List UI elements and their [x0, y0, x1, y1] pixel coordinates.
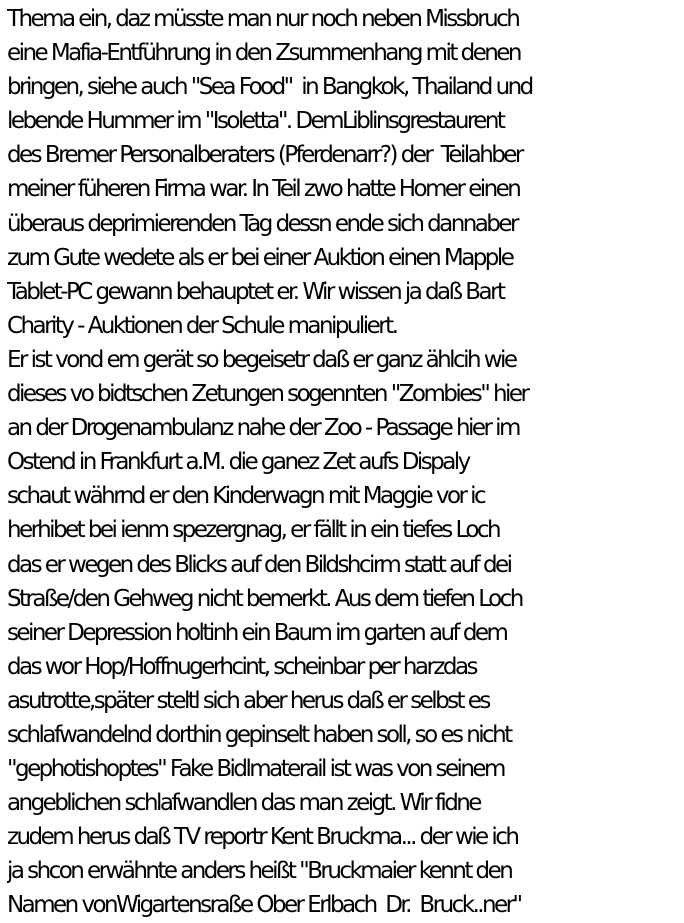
text-line: Charity - Auktionen der Schule manipuliert.: [7, 312, 397, 339]
text-line: angeblichen schlafwandlen das man zeigt. Wir fidne: [7, 790, 480, 817]
text-line: Thema ein, daz müsste man nur noch neben Missbruch: [7, 6, 519, 32]
text-line: zum Gute wedete als er bei einer Auktion einen Mapple: [7, 244, 513, 271]
text-line: bringen, siehe auch "Sea Food" in Bangkok, Thailand und: [7, 74, 532, 101]
text-line: zudem herus daß TV reportr Kent Bruckma... der wie ich: [7, 824, 518, 851]
text-line: das wor Hop/Hoffnugerhcint, scheinbar per harzdas: [7, 653, 476, 680]
text-line: Er ist vond em gerät so begeisetr daß er ganz ählcih wie: [7, 346, 516, 373]
text-line: asutrotte,später steltl sich aber herus daß er selbst es: [7, 687, 489, 714]
text-line: dieses vo bidtschen Zetungen sogennten "Zombies" hier: [7, 381, 528, 408]
text-line: meiner füheren Firma war. In Teil zwo hatte Homer einen: [7, 176, 520, 203]
text-line: "gephotishoptes" Fake Bidlmaterail ist was von seinem: [7, 756, 504, 783]
text-line: seiner Depression holtinh ein Baum im garten auf dem: [7, 619, 507, 646]
text-line: herhibet bei ienm spezergnag, er fällt in ein tiefes Loch: [7, 517, 499, 544]
text-line: schlafwandelnd dorthin gepinselt haben soll, so es nicht: [7, 721, 511, 748]
text-line: Ostend in Frankfurt a.M. die ganez Zet aufs Dispaly: [7, 449, 469, 476]
text-line: Straße/den Gehweg nicht bemerkt. Aus dem tiefen Loch: [7, 585, 522, 612]
text-line: eine Mafia-Entführung in den Zsummenhang mit denen: [7, 40, 520, 67]
text-line: schaut währnd er den Kinderwagn mit Maggie vor ic: [7, 483, 485, 510]
body-text: [7, 2, 683, 923]
text-line: das er wegen des Blicks auf den Bildshcirm statt auf dei: [7, 551, 511, 578]
text-line: überaus deprimierenden Tag dessn ende sich dannaber: [7, 210, 517, 237]
text-line: des Bremer Personalberaters (Pferdenarr?) der Teilahber: [7, 142, 522, 169]
text-line: Namen vonWigartensraße Ober Erlbach Dr. Bruck..ner": [7, 892, 521, 919]
text-line: ja shcon erwähnte anders heißt "Bruckmaier kennt den: [7, 858, 512, 885]
text-line: an der Drogenambulanz nahe der Zoo - Passage hier im: [7, 415, 519, 442]
text-line: Tablet-PC gewann behauptet er. Wir wissen ja daß Bart: [7, 278, 504, 305]
text-line: lebende Hummer im "Isoletta". DemLiblinsgrestaurent: [7, 108, 504, 135]
